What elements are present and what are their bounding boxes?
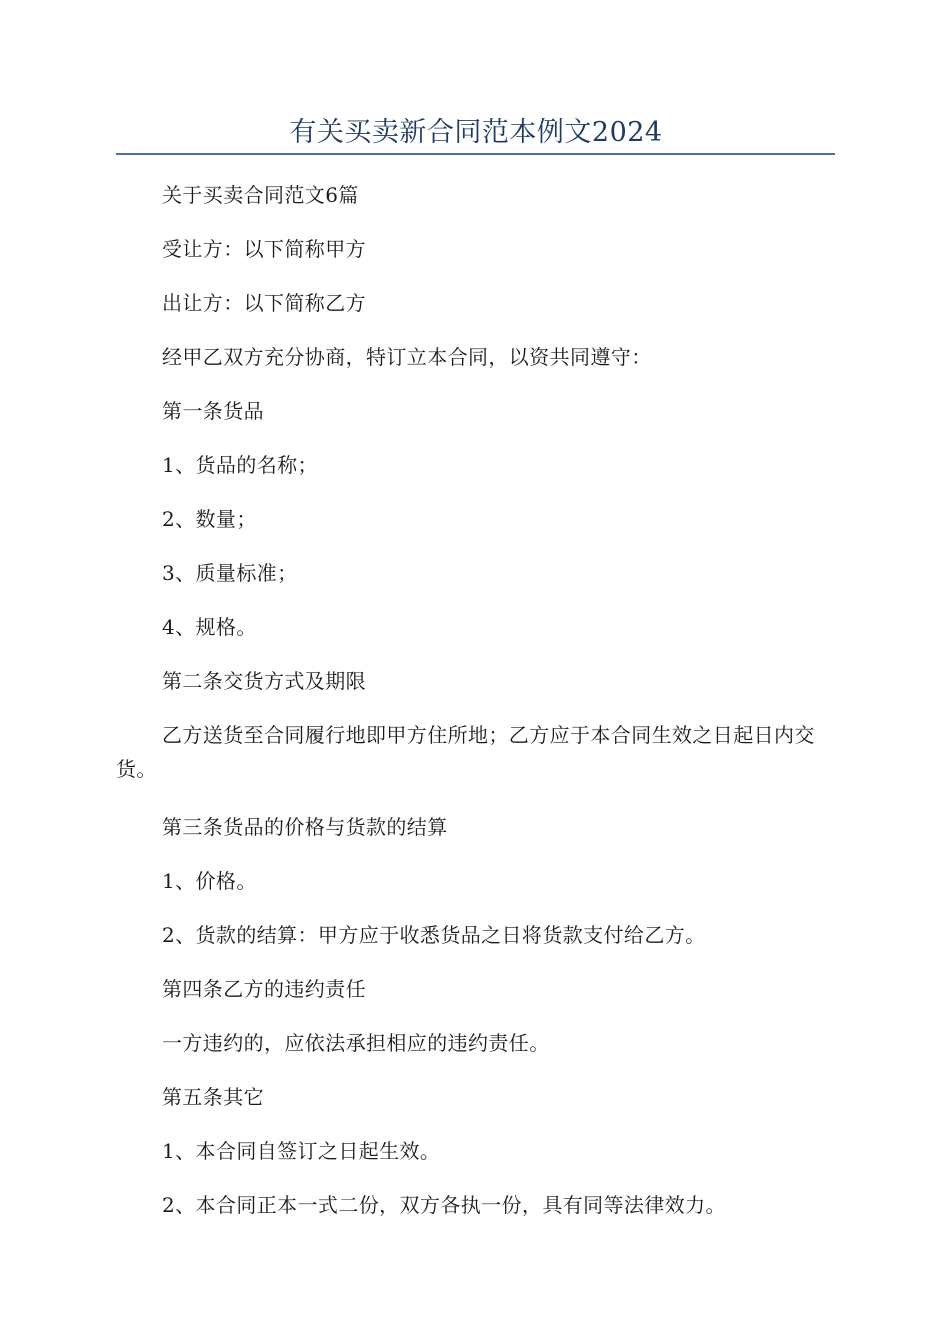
section-heading: 第五条其它 (162, 1085, 264, 1109)
paragraph: 经甲乙双方充分协商，特订立本合同，以资共同遵守： (162, 345, 652, 369)
section-heading: 第二条交货方式及期限 (162, 669, 366, 693)
list-item: 3、质量标准； (162, 561, 298, 585)
list-item: 2、数量； (162, 507, 257, 531)
title-underline (116, 153, 835, 155)
section-heading: 第四条乙方的违约责任 (162, 977, 366, 1001)
paragraph: 受让方：以下简称甲方 (162, 237, 366, 261)
section-heading: 第一条货品 (162, 399, 264, 423)
paragraph: 一方违约的，应依法承担相应的违约责任。 (162, 1031, 550, 1055)
list-item: 4、规格。 (162, 615, 257, 639)
list-item: 1、价格。 (162, 869, 257, 893)
list-item: 2、本合同正本一式二份，双方各执一份，具有同等法律效力。 (162, 1193, 726, 1217)
paragraph: 乙方送货至合同履行地即甲方住所地；乙方应于本合同生效之日起日内交货。 (116, 723, 815, 781)
list-item: 1、货品的名称； (162, 453, 318, 477)
paragraph: 关于买卖合同范文6篇 (162, 183, 359, 207)
list-item: 2、货款的结算：甲方应于收悉货品之日将货款支付给乙方。 (162, 923, 706, 947)
paragraph: 出让方：以下简称乙方 (162, 291, 366, 315)
document-title: 有关买卖新合同范本例文2024 (289, 117, 663, 148)
list-item: 1、本合同自签订之日起生效。 (162, 1139, 441, 1163)
section-heading: 第三条货品的价格与货款的结算 (162, 815, 448, 839)
